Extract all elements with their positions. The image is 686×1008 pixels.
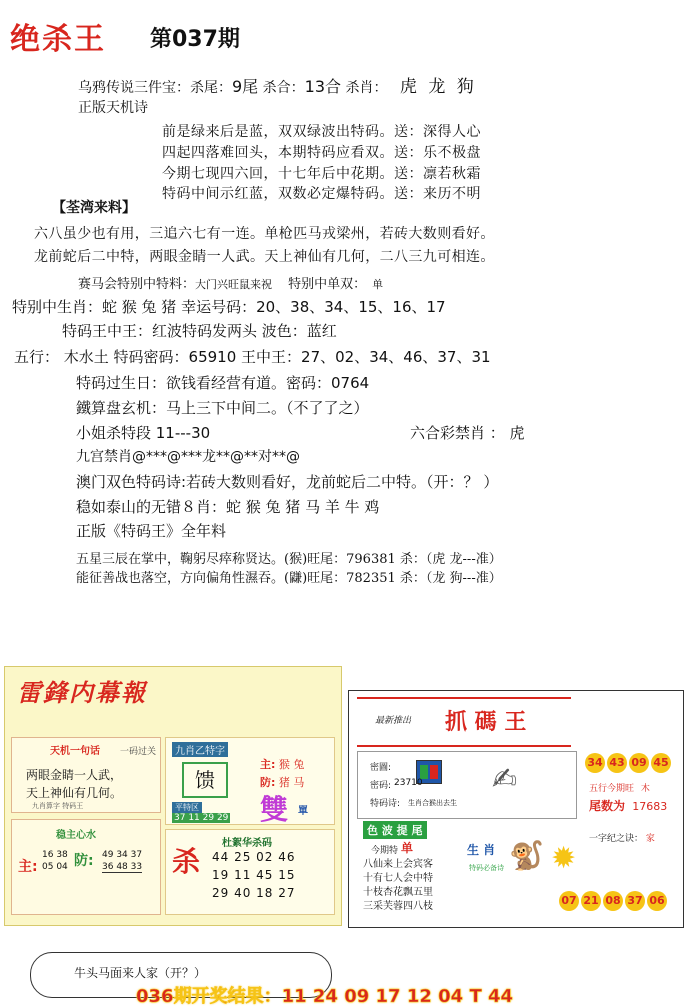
xibiao-label: 特码必备诗 [469,864,504,872]
wuya-he: 13合 [304,77,342,96]
wuya-tail: 9尾 [232,77,259,96]
result-banner: 036期开奖结果：11 24 09 17 12 04 T 44 [136,986,514,1007]
xinshui-grid-right: 36 48 33 [102,862,143,872]
yiji-value: 家 [645,834,655,844]
mima-code: 23710 [394,778,423,788]
weishu-value: 17683 [632,800,668,813]
wuya-zodiacs: 虎 龙 狗 [399,77,477,97]
ball: 21 [581,891,601,911]
zhu-value: 猴 兔 [278,758,305,771]
leifeng-title: 雷鋒内幕報 [17,678,147,707]
dan-char: 單 [298,806,308,817]
saima-small: 大门兴旺鼠来祝 [195,278,273,291]
ball: 06 [647,891,667,911]
weishu-label-text: 尾数为 [589,799,626,813]
yiji-label: 一字纪之诀： [589,834,644,844]
wuya-mid: 杀合： [258,80,305,96]
yiji-row [589,831,655,844]
ball: 08 [603,891,623,911]
pingte-nums: 37 11 29 29 [174,813,229,823]
tianji-line: 特码中间示红蓝，双数必定爆特码。送：来历不明 [162,186,481,202]
xinshui-grid-left: 16 38 [42,850,68,860]
sha-box [165,829,335,915]
zhuama-mima-box [357,751,577,819]
tianji-line: 四起四落难回头，本期特码应看双。送：乐不极盘 [162,145,481,161]
ball: 37 [625,891,645,911]
jiuzi-title: 九肖乙特字 [172,742,228,757]
poem-line: 三采芙蓉四八枝 [363,901,433,912]
sha-char: 杀 [172,845,201,878]
tianji-box-sub: 一码过关 [120,747,157,757]
sun-icon: ✹ [551,841,577,876]
xinshui-grid-right: 49 34 37 [102,850,143,860]
tianji-line: 今期七现四六回，十七年后中花期。送：凛若秋霜 [162,166,481,182]
ball: 09 [629,753,649,773]
leifeng-panel [4,666,342,926]
shuang-char: 雙 [260,793,289,826]
zhu-label: 主: [260,758,276,771]
saima-label: 赛马会特别中特料： [78,277,196,292]
tianji-line: 前是绿来后是蓝，双双绿波出特码。送：深得人心 [162,124,481,140]
shengxiao-row: 特别中生肖：蛇 猴 兔 猪 幸运号码：20、38、34、15、16、17 [12,298,446,316]
teshi-text: 生肖合猴出去生 [408,799,457,807]
weishu-label [589,797,667,814]
jiuzi-char: 馈 [182,762,228,798]
mima-label: 密圖: [370,763,392,773]
shehui-row: 44 25 02 46 [212,850,296,864]
ball: 45 [651,753,671,773]
xinshui-fang: 防: [74,853,94,869]
jiugong-row: 九宫禁肖@***@***龙**@**对**@ [76,449,300,465]
wangzhong-row: 特码王中王：红波特码发两头 波色：蓝红 [62,322,337,340]
jinqi-label: 今期特 [371,846,399,856]
tianji-box-text: 天上神仙有几何。 [26,786,123,800]
pingte-label: 平特区 [172,802,202,813]
texiu-row: 正版《特码王》全年料 [76,522,227,540]
tianji-box-title: 天机一句话 [50,746,100,757]
jiuzi-zhu [260,756,304,772]
issue-number: 第037期 [150,27,240,52]
guoshengri-row: 特码过生日：欲钱看经营有道。密码：0764 [76,374,370,392]
shehui-row: 19 11 45 15 [212,868,296,882]
zhuama-banner: 最新推出 [375,716,412,726]
ink-art-icon: ✍ [492,762,518,797]
shengxiao-label: 生 肖 [467,843,496,857]
saima-row [78,273,383,292]
xiaojie-row: 小姐杀特段 11---30 [76,424,211,442]
wuxing-label-text: 五行今期旺 [589,784,635,794]
tianji-box-text: 两眼金睛一人武， [26,768,123,782]
wuxing-row: 五行： 木水土 特码密码：65910 王中王：27、02、34、46、37、31 [14,348,491,366]
wuxing-line: 能征善战也落空，方向偏角性濕吞。(鼸)旺尾：782351 杀：（龙 狗---准） [76,571,502,586]
shehui-title: 杜絮华杀码 [222,838,272,849]
fang-label: 防: [260,776,276,789]
zhuama-title: 抓 碼 王 [445,709,527,735]
ball: 43 [607,753,627,773]
wuxing-label [589,781,650,794]
wuya-row [78,72,477,97]
brand-title: 绝杀王 [10,22,106,57]
tiesuan-row: 鐵算盘玄机：马上三下中间二。（不了了之） [76,399,369,417]
xinshui-zhu: 主: [18,859,38,875]
danshuang-label: 特别中单双： [288,277,367,292]
tianji-box-foot: 九肖算字 特码王 [32,802,84,810]
cloud-text: 牛头马面来人家（开？） [74,966,207,980]
tianji-title: 正版天机诗 [78,100,148,116]
wuya-mid2: 杀肖： [341,80,388,96]
biaozhi-row: 色 波 提 尾 [363,821,427,839]
quanwan-line: 龙前蛇后二中特，两眼金睛一人武。天上神仙有几何，二八三九可相连。 [34,249,495,265]
xinshui-box [11,819,161,915]
tianji-box [11,737,161,813]
poem-line: 十枝杏花飘五里 [363,887,433,898]
teshi-label: 特码诗: [370,799,401,809]
monkey-icon: 🐒 [509,839,544,872]
zhuama-panel [348,690,684,928]
mima-code-label: 密码: [370,781,392,791]
jinqi-dan: 单 [401,841,414,855]
macau-row: 澳门双色特码诗:若砖大数则看好，龙前蛇后二中特。（开：？ ） [76,473,499,491]
poem-line: 八仙来上会宾客 [363,859,433,870]
poem-line: 十有七人会中特 [363,873,433,884]
wuya-prefix: 乌鸦传说三件宝：杀尾： [78,80,232,96]
danshuang-value: 单 [372,278,384,291]
liuhe-row: 六合彩禁肖 ： 虎 [410,424,525,442]
wuxing-line: 五星三辰在掌中，鞠躬尽瘁称贤达。(猴)旺尾：796381 杀：（虎 龙---准） [76,552,502,567]
fang-value: 猪 马 [278,776,305,789]
wuxing-value: 木 [640,784,650,794]
ball: 07 [559,891,579,911]
shehui-row: 29 40 18 27 [212,886,296,900]
jiuzi-box [165,737,335,825]
xinshui-title: 稳主心水 [56,830,96,841]
ball: 34 [585,753,605,773]
taishan-row: 稳如泰山的无错８肖：蛇 猴 兔 猪 马 羊 牛 鸡 [76,498,380,516]
quanwan-title: 【荃湾来料】 [52,200,136,216]
quanwan-line: 六八虽少也有用，三追六七有一连。单枪匹马戎梁州，若砖大数则看好。 [34,226,495,242]
xinshui-grid-left: 05 04 [42,862,68,872]
